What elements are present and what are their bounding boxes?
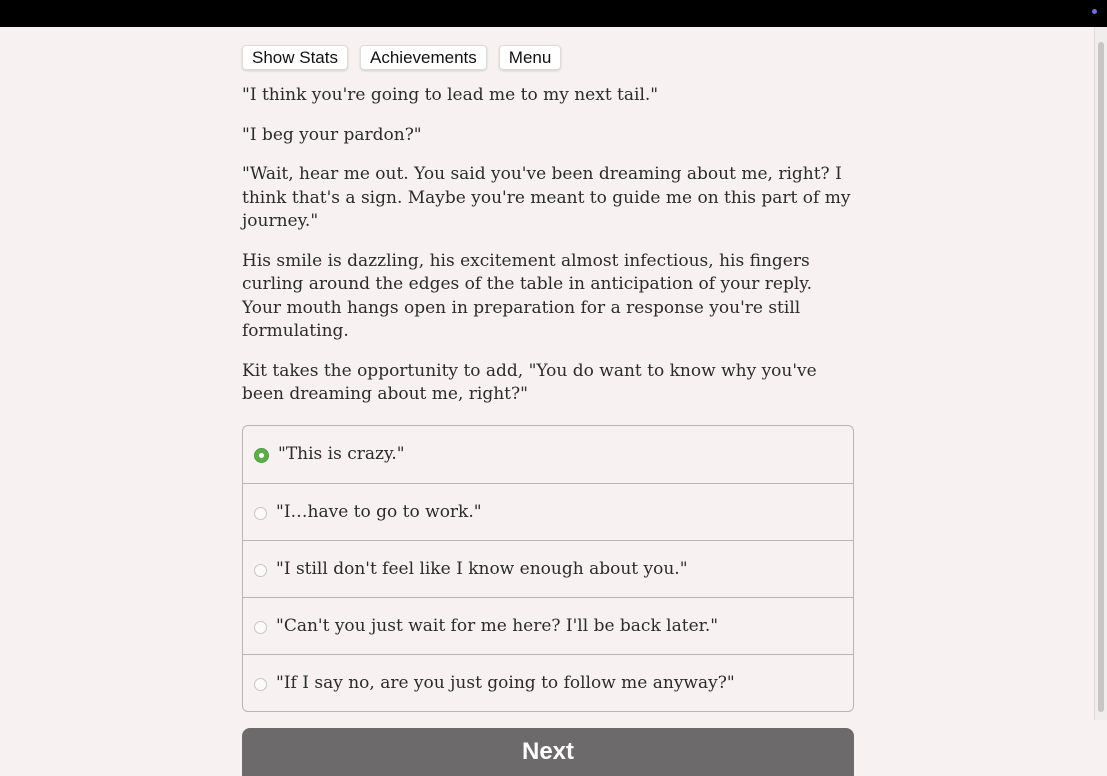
show-stats-button[interactable]: Show Stats — [242, 45, 348, 70]
story-paragraph: "I think you're going to lead me to my next tail." — [242, 85, 659, 105]
story-paragraph: His smile is dazzling, his excitement almost infectious, his fingers curling around the edges of the table in anticipation of your reply. Your mouth hangs open in preparation for a response you're still formulating. — [242, 250, 813, 341]
window-top-bar — [0, 0, 1107, 27]
choice-label: "I…have to go to work." — [276, 501, 482, 522]
story-paragraph: Kit takes the opportunity to add, "You do want to know why you've been dreaming about me, right?" — [242, 360, 817, 404]
game-content — [242, 45, 854, 776]
choice-option[interactable] — [243, 426, 853, 483]
radio-icon[interactable] — [254, 678, 267, 691]
choice-label: "If I say no, are you just going to follow me anyway?" — [276, 672, 735, 693]
choice-label: "This is crazy." — [278, 444, 405, 464]
status-dot — [1092, 9, 1097, 14]
choice-label: "I still don't feel like I know enough about you." — [276, 558, 688, 579]
radio-icon[interactable] — [254, 621, 267, 634]
story-paragraph: "I beg your pardon?" — [242, 124, 422, 145]
choice-option[interactable] — [243, 654, 853, 711]
choice-option[interactable] — [243, 483, 853, 540]
story-paragraph: "Wait, hear me out. You said you've been dreaming about me, right? I think that's a sign. Maybe you're meant to guide me on this part of my journey." — [242, 164, 851, 231]
scrollbar[interactable] — [1094, 27, 1107, 720]
choice-list — [242, 425, 854, 712]
scrollbar-thumb[interactable] — [1098, 42, 1104, 712]
choice-option[interactable] — [243, 540, 853, 597]
choice-label: "Can't you just wait for me here? I'll be back later." — [276, 615, 719, 636]
toolbar — [242, 45, 854, 70]
radio-icon[interactable] — [254, 507, 267, 520]
radio-icon[interactable] — [254, 564, 267, 577]
choice-option[interactable] — [243, 597, 853, 654]
radio-selected-icon[interactable] — [254, 448, 269, 463]
next-button[interactable]: Next — [242, 728, 854, 776]
achievements-button[interactable]: Achievements — [360, 45, 487, 70]
menu-button[interactable]: Menu — [499, 45, 562, 70]
